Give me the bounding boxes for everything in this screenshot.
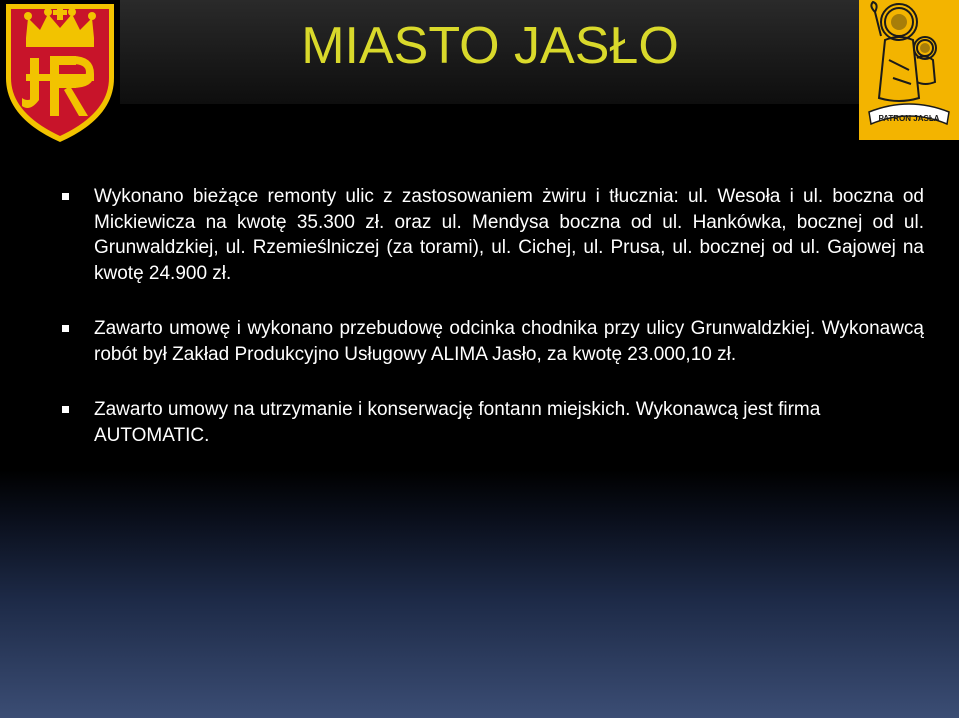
bullet-item	[62, 184, 924, 286]
bullet-text: Wykonano bieżące remonty ulic z zastosowaniem żwiru i tłucznia: ul. Wesoła i ul. boczna od Mickiewicza na kwotę 35.300 zł. oraz ul. Mendysa boczna od ul. Hankówka, bocznej od ul. Grunwaldzkiej, ul. Rzemieślniczej (za torami), ul. Cichej, ul. Prusa, ul. bocznej od ul. Gajowej na kwotę 24.900 zł.	[94, 186, 924, 284]
bullet-square-icon	[62, 325, 69, 332]
bullet-item	[62, 316, 924, 367]
patron-saint-icon	[859, 0, 959, 140]
bullet-text: Zawarto umowy na utrzymanie i konserwację fontann miejskich. Wykonawcą jest firma AUTOMATIC.	[94, 399, 821, 446]
slide-title: MIASTO JASŁO	[301, 17, 679, 75]
bullet-square-icon	[62, 406, 69, 413]
city-coat-of-arms-icon	[0, 0, 120, 146]
bullet-item	[62, 397, 924, 448]
bullet-square-icon	[62, 193, 69, 200]
patron-badge-label: PATRON JASŁA	[878, 114, 940, 123]
bullet-text: Zawarto umowę i wykonano przebudowę odcinka chodnika przy ulicy Grunwaldzkiej. Wykonawcą robót był Zakład Produkcyjno Usługowy ALIMA Jasło, za kwotę 23.000,10 zł.	[94, 318, 924, 365]
bullet-list	[62, 184, 924, 478]
